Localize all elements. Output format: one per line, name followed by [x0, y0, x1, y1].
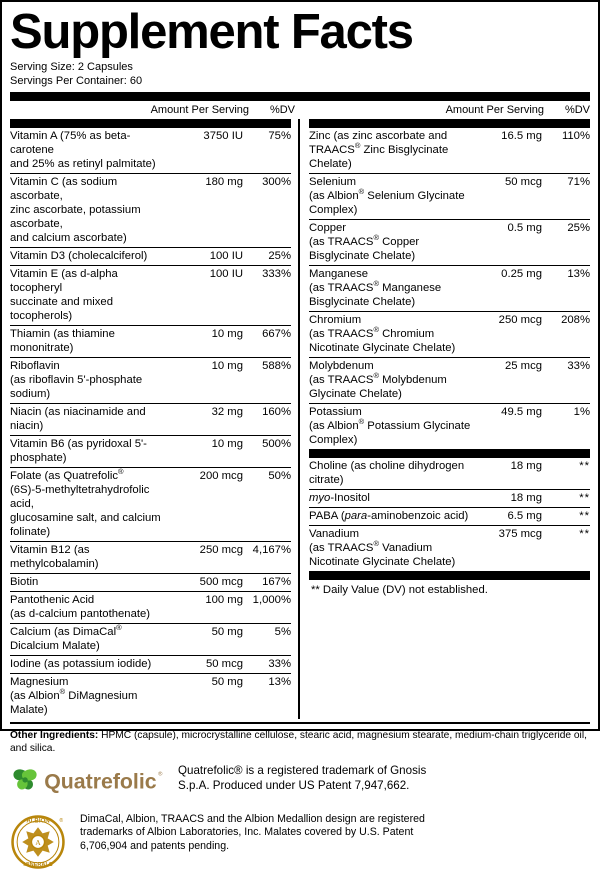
nutrient-name: Magnesium (as Albion® DiMagnesium Malate) — [10, 676, 138, 717]
nutrient-amount: 3750 IU — [203, 130, 243, 143]
svg-text:Quatrefolic: Quatrefolic — [44, 769, 157, 794]
table-row — [10, 325, 291, 357]
nutrient-percent-dv: 5% — [274, 626, 291, 639]
nutrient-name: PABA (para-aminobenzoic acid) — [309, 510, 469, 523]
nutrient-name: Molybdenum (as TRAACS® Molybdenum Glycinate Chelate) — [309, 360, 447, 401]
daily-value-note: ** Daily Value (DV) not established. — [311, 584, 488, 597]
albion-line3: 6,706,904 and patents pending. — [80, 840, 230, 853]
table-row — [10, 673, 291, 719]
table-row — [309, 525, 590, 571]
nutrient-amount: 16.5 mg — [501, 130, 542, 143]
nutrient-amount: 49.5 mg — [501, 406, 542, 419]
serving-info — [10, 60, 590, 88]
nutrient-percent-dv: 50% — [268, 470, 291, 483]
nutrient-percent-dv: ** — [579, 528, 590, 541]
nutrient-amount: 50 mg — [211, 626, 243, 639]
nutrient-name: Riboflavin (as riboflavin 5'-phosphate sodium) — [10, 360, 143, 401]
nutrient-amount: 50 mg — [211, 676, 243, 689]
other-ingredients-text: HPMC (capsule), microcrystalline cellulose, stearic acid, magnesium stearate, medium-chain triglyceride oil, and silica. — [10, 730, 587, 755]
amount-per-serving-header-right: Amount Per Serving — [445, 104, 544, 117]
table-row — [10, 247, 291, 265]
table-row — [10, 265, 291, 325]
nutrient-name: Folate (as Quatrefolic® (6S)-5-methyltetrahydrofolic acid, glucosamine salt, and calcium folinate) — [10, 467, 161, 539]
albion-line1: DimaCal, Albion, TRAACS and the Albion Medallion design are registered — [80, 812, 425, 825]
albion-logo-bottom-text: MINERALS — [23, 861, 53, 868]
nutrient-name: Selenium (as Albion® Selenium Glycinate Complex) — [309, 176, 465, 217]
nutrient-name: Vitamin D3 (cholecalciferol) — [10, 250, 148, 263]
quatrefolic-text — [170, 763, 426, 794]
nutrient-percent-dv: 4,167% — [252, 544, 291, 557]
nutrient-amount: 18 mg — [510, 460, 542, 473]
nutrient-name: Niacin (as niacinamide and niacin) — [10, 406, 146, 433]
nutrient-name: Calcium (as DimaCal® Dicalcium Malate) — [10, 623, 122, 653]
table-row — [309, 507, 590, 525]
amount-per-serving-header-left: Amount Per Serving — [150, 104, 249, 117]
servings-per-container: Servings Per Container: 60 — [10, 75, 143, 88]
table-row — [10, 435, 291, 467]
nutrient-percent-dv: 33% — [268, 658, 291, 671]
table-row — [10, 403, 291, 435]
nutrient-percent-dv: 1% — [573, 406, 590, 419]
albion-line2: trademarks of Albion Laboratories, Inc. Malates covered by U.S. Patent — [80, 826, 414, 839]
svg-text:®: ® — [59, 817, 64, 824]
nutrient-name: Biotin — [10, 576, 39, 589]
albion-block — [10, 803, 590, 875]
quatrefolic-block — [10, 756, 590, 803]
nutrient-amount: 200 mcg — [199, 470, 243, 483]
nutrient-percent-dv: 300% — [262, 176, 291, 189]
nutrient-percent-dv: 167% — [262, 576, 291, 589]
nutrient-amount: 10 mg — [211, 360, 243, 373]
table-row — [10, 357, 291, 403]
table-row — [309, 403, 590, 449]
nutrient-amount: 250 mcg — [199, 544, 243, 557]
table-row — [10, 623, 291, 655]
header-divider-bar — [10, 92, 590, 101]
nutrient-name: Zinc (as zinc ascorbate and TRAACS® Zinc Bisglycinate Chelate) — [309, 130, 449, 171]
table-row — [10, 467, 291, 541]
nutrient-percent-dv: 75% — [268, 130, 291, 143]
nutrient-name: Vitamin C (as sodium ascorbate, zinc ascorbate, potassium ascorbate, and calcium ascorbate) — [10, 176, 141, 245]
nutrient-amount: 50 mcg — [205, 658, 243, 671]
other-ingredients-label: Other Ingredients: — [10, 730, 99, 742]
nutrient-percent-dv: 667% — [262, 328, 291, 341]
table-row — [309, 458, 590, 489]
table-row — [309, 311, 590, 357]
nutrient-percent-dv: 13% — [567, 268, 590, 281]
nutrient-percent-dv: 33% — [567, 360, 590, 373]
serving-size: Serving Size: 2 Capsules — [10, 61, 133, 74]
nutrient-percent-dv: 160% — [262, 406, 291, 419]
nutrient-amount: 25 mcg — [504, 360, 542, 373]
table-row — [309, 219, 590, 265]
nutrient-name: Choline (as choline dihydrogen citrate) — [309, 460, 465, 487]
table-row — [10, 655, 291, 673]
percent-dv-header-right: %DV — [564, 104, 590, 117]
left-column-top-bar — [10, 119, 291, 128]
table-row — [309, 357, 590, 403]
nutrient-percent-dv: 13% — [268, 676, 291, 689]
svg-text:A: A — [35, 837, 41, 847]
nutrient-percent-dv: 588% — [262, 360, 291, 373]
nutrient-name: Vitamin B12 (as methylcobalamin) — [10, 544, 99, 571]
nutrient-name: Vanadium (as TRAACS® Vanadium Nicotinate Glycinate Chelate) — [309, 528, 456, 569]
table-row — [10, 541, 291, 573]
other-ingredients — [10, 724, 590, 756]
nutrient-amount: 100 IU — [209, 250, 243, 263]
nutrient-percent-dv: 25% — [567, 222, 590, 235]
right-column-top-bar — [309, 119, 590, 128]
albion-logo — [10, 813, 72, 875]
table-row — [309, 173, 590, 219]
nutrient-name: Potassium (as Albion® Potassium Glycinate Complex) — [309, 406, 471, 447]
nutrient-percent-dv: 25% — [268, 250, 291, 263]
nutrient-percent-dv: 71% — [567, 176, 590, 189]
nutrient-percent-dv: 500% — [262, 438, 291, 451]
nutrient-name: Vitamin A (75% as beta-carotene and 25% as retinyl palmitate) — [10, 130, 156, 171]
nutrient-percent-dv: 333% — [262, 268, 291, 281]
nutrient-name: myo-Inositol — [309, 492, 370, 505]
nutrient-percent-dv: ** — [579, 510, 590, 523]
table-row — [10, 573, 291, 591]
nutrient-name: Manganese (as TRAACS® Manganese Bisglycinate Chelate) — [309, 268, 442, 309]
table-row — [10, 173, 291, 247]
nutrient-percent-dv: 1,000% — [252, 594, 291, 607]
nutrient-percent-dv: ** — [579, 492, 590, 505]
table-row — [10, 128, 291, 173]
nutrient-amount: 10 mg — [211, 328, 243, 341]
table-row — [309, 489, 590, 507]
albion-logo-top-text: ALBION — [26, 817, 50, 825]
albion-text — [72, 813, 425, 854]
percent-dv-header-left: %DV — [269, 104, 295, 117]
table-row — [309, 265, 590, 311]
nutrient-amount: 6.5 mg — [507, 510, 542, 523]
nutrient-name: Iodine (as potassium iodide) — [10, 658, 152, 671]
quatrefolic-line1: Quatrefolic® is a registered trademark of Gnosis — [178, 763, 427, 777]
nutrient-percent-dv: ** — [579, 460, 590, 473]
nutrient-amount: 0.5 mg — [507, 222, 542, 235]
quatrefolic-logo — [10, 763, 170, 803]
nutrient-name: Vitamin E (as d-alpha tocopheryl succinate and mixed tocopherols) — [10, 268, 118, 323]
table-row — [309, 128, 590, 173]
column-headers — [10, 101, 590, 119]
nutrient-amount: 100 IU — [209, 268, 243, 281]
nutrient-name: Pantothenic Acid (as d-calcium pantothenate) — [10, 594, 151, 621]
nutrient-column-right — [298, 119, 590, 719]
nutrient-amount: 0.25 mg — [501, 268, 542, 281]
nutrient-amount: 500 mcg — [199, 576, 243, 589]
nutrition-table — [10, 119, 590, 719]
nutrient-amount: 180 mg — [205, 176, 243, 189]
right-column-bottom-bar — [309, 571, 590, 580]
nutrient-name: Thiamin (as thiamine mononitrate) — [10, 328, 115, 355]
nutrient-amount: 100 mg — [205, 594, 243, 607]
nutrient-name: Chromium (as TRAACS® Chromium Nicotinate Glycinate Chelate) — [309, 314, 456, 355]
nutrient-amount: 32 mg — [211, 406, 243, 419]
right-column-mid-bar — [309, 449, 590, 458]
nutrient-amount: 50 mcg — [504, 176, 542, 189]
nutrient-amount: 10 mg — [211, 438, 243, 451]
quatrefolic-line2: S.p.A. Produced under US Patent 7,947,662. — [178, 779, 410, 793]
nutrient-percent-dv: 110% — [561, 130, 590, 143]
nutrient-percent-dv: 208% — [561, 314, 590, 327]
svg-text:®: ® — [158, 771, 163, 778]
nutrient-amount: 18 mg — [510, 492, 542, 505]
nutrient-amount: 250 mcg — [498, 314, 542, 327]
nutrient-name: Copper (as TRAACS® Copper Bisglycinate Chelate) — [309, 222, 420, 263]
page-title: Supplement Facts — [10, 5, 413, 59]
table-row — [10, 591, 291, 623]
nutrient-column-left — [10, 119, 298, 719]
nutrient-name: Vitamin B6 (as pyridoxal 5'-phosphate) — [10, 438, 147, 465]
nutrient-amount: 375 mcg — [498, 528, 542, 541]
